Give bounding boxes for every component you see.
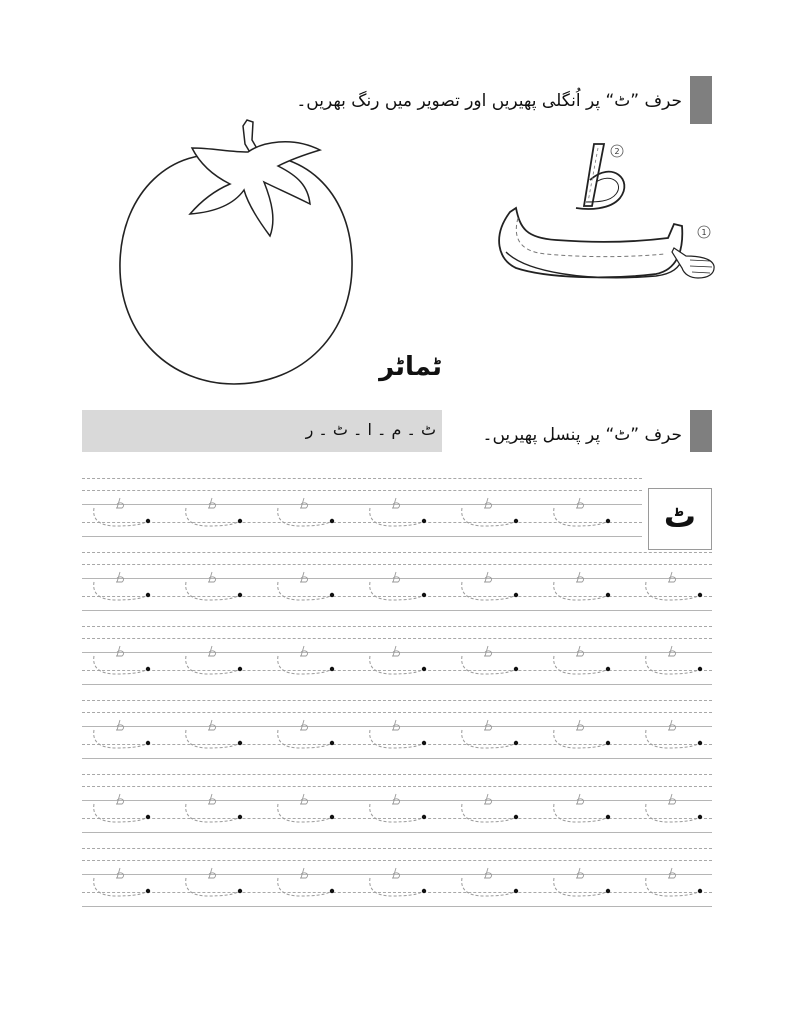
guide-line xyxy=(82,700,712,701)
guide-line xyxy=(82,758,712,759)
guide-line xyxy=(82,786,712,787)
tomato-outline-icon xyxy=(112,112,362,397)
model-letter: ٹ xyxy=(663,497,697,535)
trace-letter-glyph[interactable] xyxy=(362,492,432,532)
trace-letter-glyph[interactable] xyxy=(638,714,708,754)
tracing-practice-area xyxy=(82,478,712,928)
trace-letter-glyph[interactable] xyxy=(270,640,340,680)
trace-letter-glyph[interactable] xyxy=(546,862,616,902)
trace-letter-glyph[interactable] xyxy=(362,788,432,828)
guide-line xyxy=(82,832,712,833)
trace-letter-glyph[interactable] xyxy=(454,640,524,680)
spelling-text: ٹ ۔ م ۔ ا ۔ ٹ ۔ ر xyxy=(305,420,436,439)
trace-letter-glyph[interactable] xyxy=(178,788,248,828)
trace-letter-glyph[interactable] xyxy=(178,492,248,532)
trace-letter-glyph[interactable] xyxy=(178,640,248,680)
model-letter-box xyxy=(648,488,712,550)
guide-line xyxy=(82,712,712,713)
trace-letter-glyph[interactable] xyxy=(454,788,524,828)
guide-line xyxy=(82,536,642,537)
trace-letter-glyph[interactable] xyxy=(362,862,432,902)
trace-letter-glyph[interactable] xyxy=(546,714,616,754)
guide-line xyxy=(82,610,712,611)
trace-letter-glyph[interactable] xyxy=(178,714,248,754)
trace-letter-glyph[interactable] xyxy=(546,788,616,828)
trace-letter-glyph[interactable] xyxy=(86,566,156,606)
trace-letter-glyph[interactable] xyxy=(86,788,156,828)
trace-letter-glyph[interactable] xyxy=(178,566,248,606)
pointing-hand-icon xyxy=(672,248,714,278)
trace-letter-glyph[interactable] xyxy=(86,862,156,902)
section2-marker-bar xyxy=(690,410,712,452)
trace-letter-glyph[interactable] xyxy=(454,862,524,902)
guide-line xyxy=(82,684,712,685)
section2-instruction: حرف ”ٹ“ پر پنسل پھیریں۔ xyxy=(482,425,682,445)
trace-letter-glyph[interactable] xyxy=(362,566,432,606)
trace-letter-glyph[interactable] xyxy=(362,714,432,754)
guide-line xyxy=(82,478,642,479)
guide-line xyxy=(82,638,712,639)
guide-line xyxy=(82,490,642,491)
trace-letter-glyph[interactable] xyxy=(86,714,156,754)
trace-letter-glyph[interactable] xyxy=(270,862,340,902)
big-letter-tracing-graphic xyxy=(486,140,716,290)
trace-letter-glyph[interactable] xyxy=(454,714,524,754)
guide-line xyxy=(82,626,712,627)
trace-letter-glyph[interactable] xyxy=(270,714,340,754)
trace-letter-glyph[interactable] xyxy=(638,566,708,606)
section1-marker-bar xyxy=(690,76,712,124)
trace-letter-glyph[interactable] xyxy=(362,640,432,680)
section1-instruction: حرف ”ٹ“ پر اُنگلی پھیریں اور تصویر میں رنگ بھریں۔ xyxy=(296,91,682,111)
guide-line xyxy=(82,774,712,775)
guide-line xyxy=(82,848,712,849)
trace-letter-glyph[interactable] xyxy=(270,566,340,606)
trace-letter-glyph[interactable] xyxy=(178,862,248,902)
trace-letter-glyph[interactable] xyxy=(546,640,616,680)
trace-letter-glyph[interactable] xyxy=(546,492,616,532)
trace-letter-glyph[interactable] xyxy=(86,640,156,680)
trace-letter-glyph[interactable] xyxy=(454,492,524,532)
guide-line xyxy=(82,564,712,565)
guide-line xyxy=(82,906,712,907)
trace-letter-glyph[interactable] xyxy=(270,788,340,828)
trace-letter-glyph[interactable] xyxy=(454,566,524,606)
trace-letter-glyph[interactable] xyxy=(270,492,340,532)
guide-line xyxy=(82,552,712,553)
tomato-word: ٹماٹر xyxy=(379,352,442,382)
trace-letter-glyph[interactable] xyxy=(86,492,156,532)
trace-letter-glyph[interactable] xyxy=(638,640,708,680)
trace-letter-glyph[interactable] xyxy=(638,788,708,828)
trace-letter-glyph[interactable] xyxy=(546,566,616,606)
stroke-number-2: 2 xyxy=(614,147,620,156)
trace-letter-glyph[interactable] xyxy=(638,862,708,902)
stroke-number-1: 1 xyxy=(701,228,707,237)
guide-line xyxy=(82,860,712,861)
